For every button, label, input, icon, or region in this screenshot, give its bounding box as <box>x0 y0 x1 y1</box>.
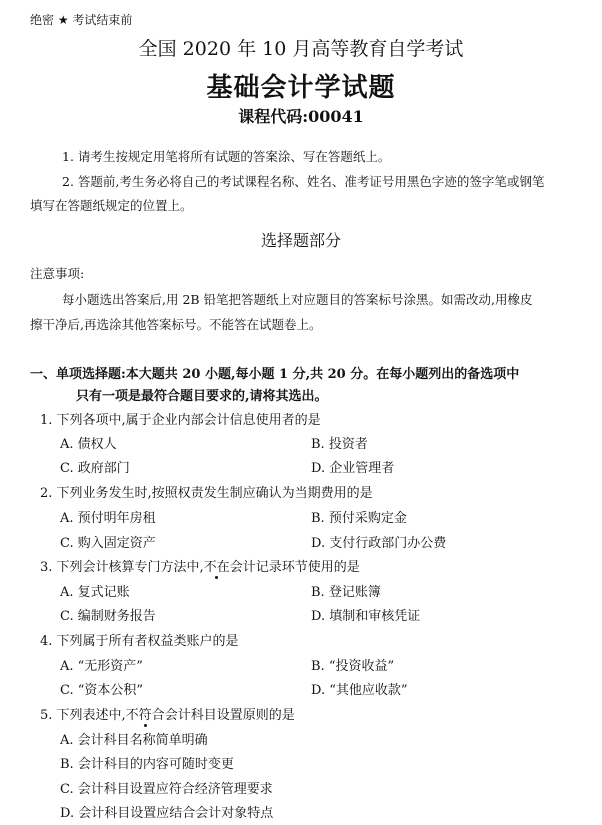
instruction-2-line1: 2. 答题前,考生务必将自己的考试课程名称、姓名、准考证号用黑色字迹的签字笔或钢笔 <box>62 174 545 189</box>
instruction-1: 1. 请考生按规定用笔将所有试题的答案涂、写在答题纸上。 <box>62 149 391 164</box>
notice-line-1: 每小题选出答案后,用 2B 铅笔把答题纸上对应题目的答案标号涂黑。如需改动,用橡皮 <box>62 292 533 307</box>
secret-label: 绝密 ★ 考试结束前 <box>30 13 133 27</box>
question-3-stem <box>40 557 360 579</box>
question-2-option-d: D. 支付行政部门办公费 <box>311 536 447 551</box>
instruction-2-line2: 填写在答题纸规定的位置上。 <box>30 198 193 213</box>
question-1-option-d: D. 企业管理者 <box>311 461 395 476</box>
question-4-option-a: A. “无形资产” <box>60 659 143 674</box>
question-5-stem-pre: 5. 下列表述中, <box>40 708 126 723</box>
question-3-option-c: C. 编制财务报告 <box>60 609 156 624</box>
question-5-stem-post: 会计科目设置原则的是 <box>164 708 295 723</box>
question-3-option-b: B. 登记账簿 <box>311 585 381 600</box>
question-1-option-b: B. 投资者 <box>311 437 368 452</box>
question-5-emphasis: 不符合 <box>125 708 165 723</box>
question-1-option-c: C. 政府部门 <box>60 461 130 476</box>
notice-line-2: 擦干净后,再选涂其他答案标号。不能答在试题卷上。 <box>30 317 322 332</box>
question-3-option-a: A. 复式记账 <box>60 585 130 600</box>
question-2-option-a: A. 预付明年房租 <box>60 511 156 526</box>
question-2-option-b: B. 预付采购定金 <box>311 511 407 526</box>
notice-title: 注意事项: <box>30 266 85 281</box>
part-title-line2: 只有一项是最符合题目要求的,请将其选出。 <box>76 389 328 404</box>
question-2-stem: 2. 下列业务发生时,按照权责发生制应确认为当期费用的是 <box>40 486 373 501</box>
question-2-option-c: C. 购入固定资产 <box>60 536 156 551</box>
question-4-option-c: C. “资本公积” <box>60 683 144 698</box>
exam-title: 全国 2020 年 10 月高等教育自学考试 <box>138 38 464 60</box>
question-5-option-b: B. 会计科目的内容可随时变更 <box>60 757 234 772</box>
subject-title: 基础会计学试题 <box>206 73 396 103</box>
question-3-emphasis: 不在 <box>203 560 230 575</box>
section-title: 选择题部分 <box>260 231 341 250</box>
part-title-line1: 一、单项选择题:本大题共 20 小题,每小题 1 分,共 20 分。在每小题列出的备选项中 <box>30 367 520 382</box>
question-5-option-c: C. 会计科目设置应符合经济管理要求 <box>60 782 273 797</box>
question-5-option-d: D. 会计科目设置应结合会计对象特点 <box>60 806 274 821</box>
question-1-option-a: A. 债权人 <box>60 437 117 452</box>
course-code: 课程代码:00041 <box>238 107 364 126</box>
question-4-stem: 4. 下列属于所有者权益类账户的是 <box>40 634 239 649</box>
question-1-stem: 1. 下列各项中,属于企业内部会计信息使用者的是 <box>40 413 321 428</box>
question-3-option-d: D. 填制和审核凭证 <box>311 609 421 624</box>
question-4-option-d: D. “其他应收款” <box>311 683 408 698</box>
question-4-option-b: B. “投资收益” <box>311 659 395 674</box>
question-5-stem <box>40 705 295 727</box>
question-3-stem-pre: 3. 下列会计核算专门方法中, <box>40 560 204 575</box>
question-5-option-a: A. 会计科目名称简单明确 <box>60 733 208 748</box>
question-3-stem-post: 会计记录环节使用的是 <box>229 560 360 575</box>
